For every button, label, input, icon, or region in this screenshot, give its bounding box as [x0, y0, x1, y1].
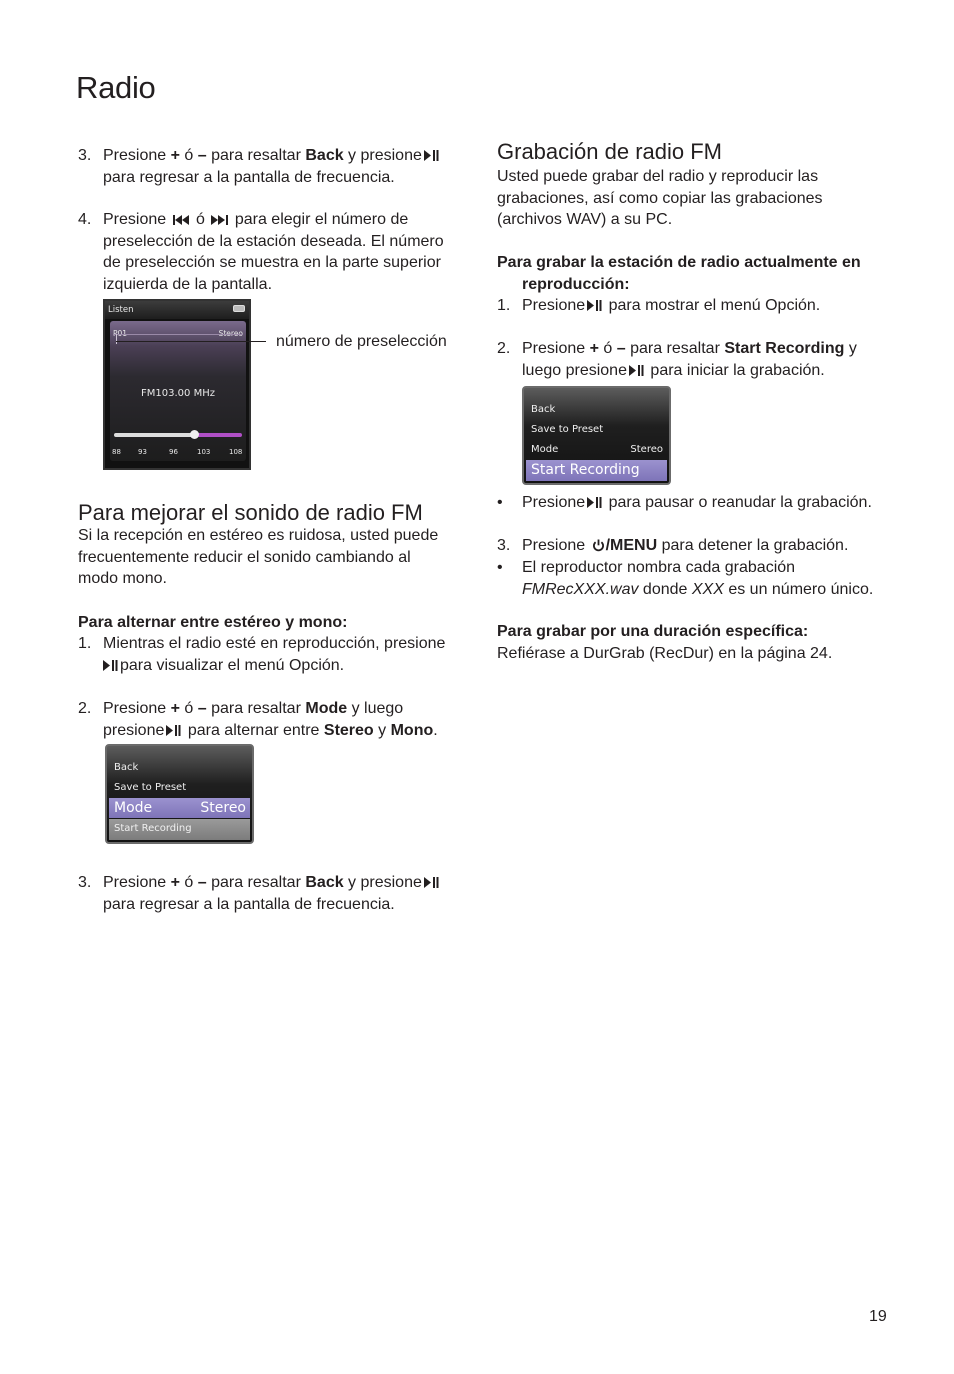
menu-item-back: Back — [114, 762, 139, 773]
menu-item-start-recording: Start Recording — [526, 460, 667, 481]
radio-frequency-screen — [103, 299, 251, 470]
page-number: 19 — [869, 1308, 887, 1325]
step-line: para regresar a la pantalla de frecuencia. — [103, 168, 395, 186]
step-line: Presione /MENU para detener la grabación. — [522, 537, 849, 554]
tick-label: 103 — [197, 448, 211, 456]
rec-step-3 — [497, 535, 897, 557]
play-pause-icon — [103, 660, 118, 671]
section-heading-recording: Grabación de radio FM — [497, 139, 722, 164]
step-1-option-menu — [78, 633, 478, 677]
step-line: Mientras el radio esté en reproducción, presione — [103, 635, 446, 652]
subheading-record-current — [497, 252, 897, 295]
subheading-line: reproducción: — [522, 275, 630, 293]
step-number: 2. — [497, 340, 511, 357]
step-3-back-second — [78, 872, 478, 916]
step-line: Presione para mostrar el menú Opción. — [522, 297, 821, 314]
recording-intro — [497, 166, 897, 231]
duration-reference: Refiérase a DurGrab (RecDur) en la página 24. — [497, 645, 833, 662]
step-line: de preselección se muestra en la parte superior — [103, 254, 441, 271]
step-line: FMRecXXX.wav donde XXX es un número único. — [522, 580, 874, 598]
step-line: Presione ó para elegir el número de — [103, 211, 409, 228]
menu-item-value: Stereo — [200, 800, 246, 816]
step-4-preset — [78, 209, 478, 297]
step-number: 3. — [497, 537, 511, 554]
tick-label: 108 — [229, 448, 243, 456]
menu-item-label: Mode — [114, 800, 153, 816]
tuning-bar — [114, 433, 242, 437]
step-line: preselección de la estación deseada. El número — [103, 232, 444, 250]
play-pause-icon — [424, 150, 439, 161]
menu-item-label: Mode — [531, 444, 559, 455]
step-line: para regresar a la pantalla de frecuencia. — [103, 895, 395, 913]
rec-step-1 — [497, 295, 897, 317]
preset-callout: número de preselección — [276, 333, 447, 350]
frequency-panel — [110, 321, 246, 461]
step-line: Presione + ó – para resaltar Mode y luego — [103, 700, 404, 717]
tick-label: 96 — [169, 448, 178, 456]
intro-line: Usted puede grabar del radio y reproducir las — [497, 168, 819, 185]
page-title: Radio — [76, 70, 156, 105]
sound-intro — [78, 525, 478, 590]
menu-item-save-to-preset: Save to Preset — [531, 424, 604, 435]
step-line: izquierda de la pantalla. — [103, 275, 273, 293]
rec-bullet-pause — [497, 492, 897, 514]
subheading-record-duration: Para grabar por una duración específica: — [497, 623, 809, 640]
menu-item-mode — [526, 440, 667, 460]
skip-forward-icon — [211, 215, 228, 225]
step-line: Presione + ó – para resaltar Start Recording y — [522, 340, 857, 357]
play-pause-icon — [166, 725, 181, 736]
battery-icon — [233, 305, 245, 312]
play-pause-icon — [587, 300, 602, 311]
tuning-knob — [190, 430, 199, 439]
rec-step-2 — [497, 338, 897, 382]
status-bar — [105, 301, 249, 319]
intro-line: Si la recepción en estéreo es ruidosa, usted puede — [78, 527, 439, 544]
callout-line — [116, 341, 266, 342]
section-heading-sound: Para mejorar el sonido de radio FM — [78, 500, 423, 525]
frequency-ticks — [110, 442, 246, 454]
play-pause-icon — [629, 365, 644, 376]
play-pause-icon — [424, 877, 439, 888]
step-line: El reproductor nombra cada grabación — [522, 559, 796, 576]
tick-label: 93 — [138, 448, 147, 456]
menu-item-start-recording: Start Recording — [109, 819, 250, 840]
step-number: 4. — [78, 211, 92, 228]
menu-item-back: Back — [531, 404, 556, 415]
skip-back-icon — [173, 215, 190, 225]
menu-item-mode — [109, 798, 250, 818]
step-line: Presione para pausar o reanudar la grabación. — [522, 494, 872, 511]
intro-line: grabaciones, así como copiar las grabaciones — [497, 189, 823, 207]
step-line: luego presione para iniciar la grabación. — [522, 361, 825, 379]
subheading-stereo-mono: Para alternar entre estéreo y mono: — [78, 614, 348, 631]
step-line: Presione + ó – para resaltar Back y presione — [103, 872, 483, 894]
option-menu-screen-recording — [522, 386, 671, 485]
step-line: Presione + ó – para resaltar Back y presione — [103, 145, 483, 167]
rec-bullet-filename — [497, 557, 897, 601]
step-3-back-first — [78, 145, 478, 189]
option-menu-screen-mode — [105, 744, 254, 844]
play-pause-icon — [587, 497, 602, 508]
intro-line: (archivos WAV) a su PC. — [497, 211, 673, 228]
step-number: 3. — [78, 874, 92, 891]
step-2-mode — [78, 698, 478, 742]
step-line: presione para alternar entre Stereo y Mono. — [103, 721, 438, 739]
bullet: • — [497, 494, 503, 511]
step-line: para visualizar el menú Opción. — [103, 655, 483, 677]
menu-item-value: Stereo — [630, 444, 663, 455]
menu-item-save-to-preset: Save to Preset — [114, 782, 187, 793]
power-icon — [592, 539, 605, 552]
step-number: 1. — [78, 635, 92, 652]
listen-label: Listen — [108, 305, 134, 315]
step-number: 2. — [78, 700, 92, 717]
subheading-line: Para grabar la estación de radio actualmente en — [497, 254, 861, 271]
tick-label: 88 — [112, 448, 121, 456]
intro-line: modo mono. — [78, 570, 167, 587]
step-number: 1. — [497, 297, 511, 314]
frequency-readout: FM103.00 MHz — [141, 388, 215, 399]
bullet: • — [497, 559, 503, 576]
intro-line: frecuentemente reducir el sonido cambiando al — [78, 548, 411, 566]
step-number: 3. — [78, 147, 92, 164]
